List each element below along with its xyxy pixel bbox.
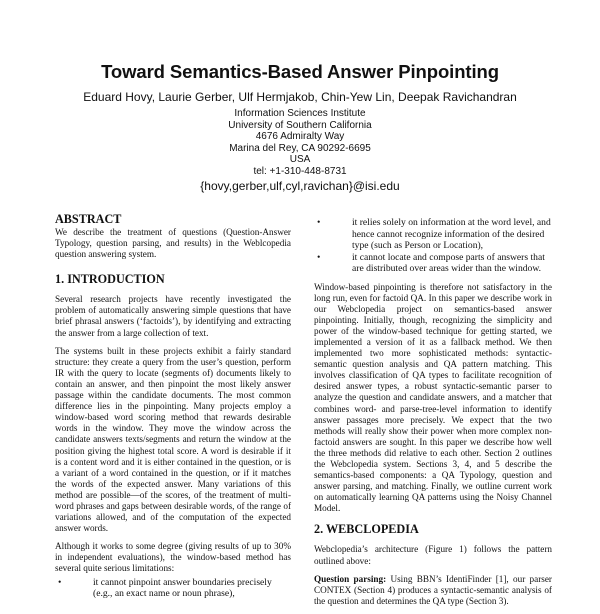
affiliation-line: Marina del Rey, CA 90292-6695	[229, 142, 371, 154]
abstract-heading: ABSTRACT	[55, 212, 122, 226]
affiliation-line: Information Sciences Institute	[234, 108, 366, 119]
paper-title: Toward Semantics-Based Answer Pinpointing	[101, 61, 499, 82]
right-column	[314, 217, 552, 614]
body-paragraph: Window-based pinpointing is therefore not satisfactory in the long run, even for factoid QA. In this paper we describe work in our Webclopedia project on semantics-based answer pinpointing. Initially, though, recognizing the simplicity and power of the window-based technique for getting started, we implemented a version of it as a fallback method. We then implemented two more sophisticated methods: syntactic-semantic question analysis and QA pattern matching. This involves classification of QA types to facilitate recognition of desired answer types, a robust syntactic-semantic parser to analyze the question and candidate answers, and a matcher that combines word- and parse-tree-level information to identify answer passages more precisely. We expect that the two methods will really show their power when more complex non-factoid answers are sought. In this paper we describe how well the three methods did relative to each other. Section 2 outlines the Webclopedia system. Sections 3, 4, and 5 describe the semantics-based components: a QA Typology, question and answer parsing, and matching. Finally, we outline current work on automatically learning QA patterns using the Noisy Channel Model.	[314, 281, 552, 514]
section-heading-introduction: 1. INTRODUCTION	[55, 272, 165, 287]
bullet-icon: •	[317, 217, 321, 228]
bullet-icon: •	[317, 251, 321, 263]
affiliation-line: 4676 Admiralty Way	[255, 131, 345, 143]
body-paragraph: Webclopedia’s architecture (Figure 1) follows the pattern outlined above:	[314, 544, 552, 566]
section-heading-webclopedia: 2. WEBCLOPEDIA	[314, 522, 419, 537]
affiliation-line: USA	[289, 154, 311, 166]
abstract-text: We describe the treatment of questions (Question-Answer Typology, question parsing, and results) in the Weblcopedia question answering system.	[55, 227, 291, 260]
run-in-heading: Question parsing:	[314, 573, 387, 584]
body-paragraph: Several research projects have recently investigated the problem of automatically answering simple questions that have brief phrasal answers (‘factoids’), by identifying and extracting the answer from a large collection of text.	[55, 294, 291, 338]
bullet-icon: •	[58, 576, 62, 588]
list-item: • it relies solely on information at the word level, and hence cannot recognize information of the desired type (such as Person or Location),	[317, 217, 551, 251]
limitations-list-continued	[314, 217, 552, 275]
author-list: Eduard Hovy, Laurie Gerber, Ulf Hermjakob, Chin-Yew Lin, Deepak Ravichandran	[83, 90, 517, 104]
list-item: • it cannot locate and compose parts of answers that are distributed over areas wider than the window.	[317, 251, 545, 274]
question-parsing-paragraph: Question parsing: Using BBN’s IdentiFinder [1], our parser CONTEX (Section 4) produces a syntactic-semantic analysis of the question and determines the QA type (Section 3).	[314, 573, 552, 606]
list-item: • it cannot pinpoint answer boundaries precisely (e.g., an exact name or noun phrase),	[58, 576, 272, 600]
affiliation-block	[0, 108, 600, 178]
affiliation-line: University of Southern California	[228, 119, 372, 131]
affiliation-line: tel: +1-310-448-8731	[253, 165, 347, 177]
author-email: {hovy,gerber,ulf,cyl,ravichan}@isi.edu	[200, 179, 400, 193]
body-paragraph: The systems built in these projects exhibit a fairly standard structure: they create a query from the user’s question, perform IR with the query to locate (segments of) documents likely to contain an answer, and then pinpoint the most likely answer passage within the candidate documents. The most common difference lies in the pinpointing. Many projects employ a window-based word scoring method that rewards desirable words in the window. They move the window across the candidate answers texts/segments and return the window at the position giving the highest total score. A word is desirable if it is a content word and it is either contained in the question, or is a variant of a word contained in the question, or if it matches the words of the expected answer. Many variations of this method are possible—of the scores, of the treatment of multi-word phrases and gaps between desirable words, of the range of variations allowed, and of the computation of the expected answer words.	[55, 345, 291, 534]
limitations-list	[55, 577, 291, 600]
body-paragraph: Although it works to some degree (giving results of up to 30% in independent evaluations), the window-based method has several quite serious limitations:	[55, 541, 291, 574]
left-column	[55, 212, 291, 600]
